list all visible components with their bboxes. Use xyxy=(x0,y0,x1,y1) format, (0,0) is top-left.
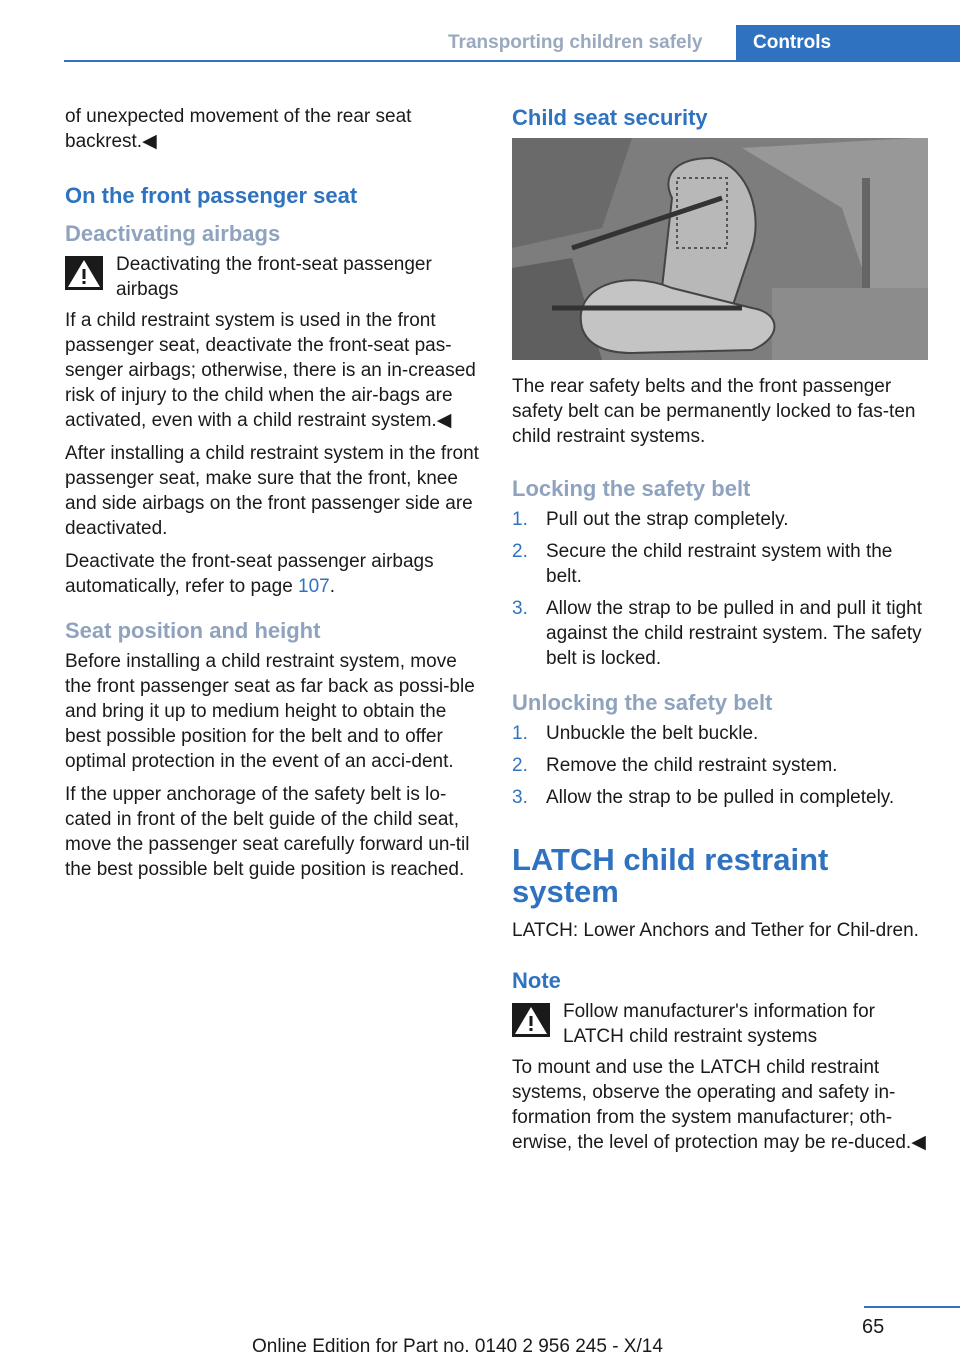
heading-latch: LATCH child restraint system xyxy=(512,842,829,909)
footer-edition: Online Edition for Part no. 0140 2 956 245 - X/14 xyxy=(252,1336,663,1357)
header-rule xyxy=(64,60,960,62)
unlocking-steps xyxy=(512,721,932,810)
page-number: 65 xyxy=(862,1316,885,1338)
step-number: 3. xyxy=(512,598,528,619)
step-text: Secure the child restraint system with the belt. xyxy=(546,541,893,587)
intro-paragraph: of unexpected movement of the rear seat backrest.◀ xyxy=(65,106,412,152)
heading-unlocking: Unlocking the safety belt xyxy=(512,690,773,715)
left-column xyxy=(65,104,480,890)
step-text: Remove the child restraint system. xyxy=(546,755,838,776)
right-column xyxy=(512,104,932,1163)
heading-seat-position: Seat position and height xyxy=(65,618,321,643)
note-warning-block xyxy=(512,999,932,1049)
paragraph-rear-belts: The rear safety belts and the front passenger safety belt can be permanently locked to fas-ten child restraint systems. xyxy=(512,376,916,447)
note-title: Follow manufacturer's information for LATCH child restraint systems xyxy=(563,1001,875,1047)
page-reference-link[interactable]: 107 xyxy=(298,576,330,597)
step-number: 2. xyxy=(512,541,528,562)
deactivate-auto-end: . xyxy=(329,576,336,597)
list-item xyxy=(512,785,932,810)
footer-rule xyxy=(864,1306,960,1308)
header-chapter-tab: Controls xyxy=(736,25,960,62)
heading-locking: Locking the safety belt xyxy=(512,476,751,501)
list-item xyxy=(512,753,932,778)
step-text: Unbuckle the belt buckle. xyxy=(546,723,759,744)
step-number: 1. xyxy=(512,509,528,530)
step-text: Allow the strap to be pulled in and pull it tight against the child restraint system. The safety belt is locked. xyxy=(546,598,923,669)
heading-child-seat-security: Child seat security xyxy=(512,105,708,130)
paragraph-upper-anchorage: If the upper anchorage of the safety belt is lo-cated in front of the belt guide of the child seat, move the passenger seat carefully forward un-til the best possible belt guide position is reached. xyxy=(65,784,470,880)
step-number: 3. xyxy=(512,787,528,808)
header-section-title: Transporting children safely xyxy=(448,32,703,53)
list-item xyxy=(512,507,932,532)
warning-block xyxy=(65,252,480,302)
paragraph-seat-position: Before installing a child restraint system, move the front passenger seat as far back as possi-ble and bring it up to medium height to obtain the best possible position for the belt and to offer optimal protection in the event of an acci-dent. xyxy=(65,651,475,772)
heading-note: Note xyxy=(512,968,561,993)
step-text: Pull out the strap completely. xyxy=(546,509,789,530)
paragraph-after-install: After installing a child restraint system in the front passenger seat, make sure that the front, knee and side airbags on the front passenger side are deactivated. xyxy=(65,443,479,539)
deactivate-auto-text: Deactivate the front-seat passenger airbags automatically, refer to page xyxy=(65,551,434,597)
warning-text: If a child restraint system is used in the front passenger seat, deactivate the front-seat pas-senger airbags; otherwise, there is an in-creased risk of injury to the child when the air-bags are activated, even with a child restraint system.◀ xyxy=(65,310,476,431)
paragraph-deactivate-auto xyxy=(65,549,480,599)
child-seat-illustration xyxy=(512,138,928,360)
step-number: 1. xyxy=(512,723,528,744)
heading-deactivating-airbags: Deactivating airbags xyxy=(65,221,281,246)
warning-icon xyxy=(65,256,103,290)
list-item xyxy=(512,596,932,671)
paragraph-latch: LATCH: Lower Anchors and Tether for Chil-dren. xyxy=(512,920,919,941)
step-text: Allow the strap to be pulled in completely. xyxy=(546,787,895,808)
locking-steps xyxy=(512,507,932,671)
warning-icon xyxy=(512,1003,550,1037)
list-item xyxy=(512,539,932,589)
heading-front-passenger: On the front passenger seat xyxy=(65,183,358,208)
note-text: To mount and use the LATCH child restraint systems, observe the operating and safety in-formation from the system manufacturer; oth-erwise, the level of protection may be re-duced.◀ xyxy=(512,1057,926,1153)
warning-title: Deactivating the front-seat passenger airbags xyxy=(116,254,432,300)
step-number: 2. xyxy=(512,755,528,776)
list-item xyxy=(512,721,932,746)
